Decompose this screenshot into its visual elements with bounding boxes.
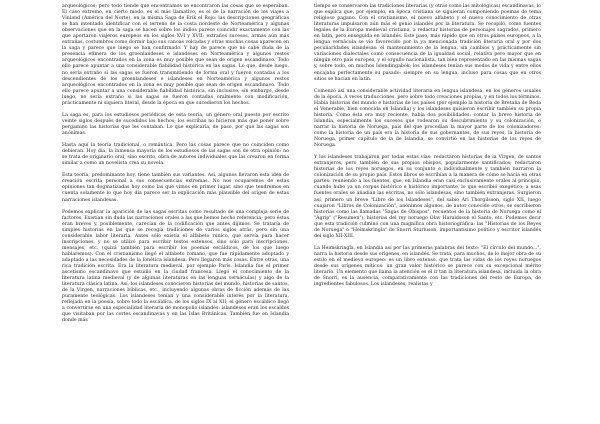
- paragraph: La saga es, para los estudiosos periódicos de esta teoría, un género oral puesto por escrito veinte siglos después de sucedidos los hechos; los escribas no hicieron más que poner sobre pergamino las historias que les contaban. Lo que explicaría, de paso, por qué las sagas son anónimas.: [62, 112, 289, 136]
- paragraph: Esta teoría, predominante hoy, tiene también sus variantes. Así, algunos llevaron esta idea de creación escrita personal a sus consecuencias extremas. No nos ocuparemos de estas opiniones tan dogmatizadas hoy como las que vimos en primer lugar, sino que tendremos en cuenta solamente lo que hoy día parece ser la explicación más plausible del origen de estas narraciones islandesas.: [62, 173, 289, 203]
- paragraph: La Heimskringla, en Islandia así por las primeras palabras del texto: "El círculo del mundo...", narra la historia desde sus orígenes, en islandés. Se trata, para muchos, de lo mejor obra de su estilo en el medievo europeo: es un libro extenso, que trata las vidas de los reyes noruegos desde sus orígenes míticos: un gran valor histórico se parece con su excepcional mérito literario. Un elemento que llama la atención es el ir tan la literatura islandesa, incluida la obra de Snorri, es la ausencia, comparativamente con las tradiciones del resto de Europa, de ingredientes fabulosos. Los islandeses, realistas y: [314, 245, 541, 288]
- paragraph: Podemos explicar la aparición de las sagas escritas como resultado de una compleja serie de factores. Existían sin duda las narraciones orales a las que hemos hecho referencia; pero éstas eran breves y, posiblemente, carecían de la codificación que antes dijimos. Se trataría de simples historias en las que se recogía tradiciones de varios siglos atrás, pero sin una considerable labor literaria. Antes sólo existía el alfabeto rúnico, que servía para hacer inscripciones, y no se utilizó para escribir textos extensos, sino sólo para inscripciones, mensajes, etc. (quizá también para escribir los poemas escáldicos, de los que luego hablaremos). Con el cristianismo llegó el alfabeto romano, que fue rápidamente adoptado y adaptado a las necesidades de la fonética islandesa. Pero llegaron más cosas. Entre otras, una rica tradición escrita. Era la literatura medieval, por ejemplo París. Islandia fue el primer ascetismo escandinavo que estudió en la ciudad francesa. Llegó el conocimiento de la literatura latina medieval (y de algunas literaturas en las lenguas vernáculas) y algo de la literatura clásica latina. Así, los islandeses conocieron historias del mundo, historias de santos, de la Virgen, narraciones bíblicas, etc., incluyendo algunas obras de ficción además de las puramente teológicas. Los islandeses tenían y una considerable interés por la literatura, reflejada en la poesía, sobre todo la escáldica, de los siglos IX al XII; el género escáldico llegó a convertirse en una especialidad literaria de monopolio islandés: islandeses eran los escaldos que visitaban por las cortes escandinavas y en las Islas Británicas. También fue en Islandia donde más: [62, 209, 289, 324]
- paragraph: tiempo se conservaron las tradiciones literarias (y otras como las mitológicas) escandinavas, lo que explica que, por ejemplo, en época cristiana se siguieran componiendo poemas de tema religioso pagano. Con el cristianismo, el nuevo alfabeto y el nuevo conocimiento de otras literaturas impulsaron aún más el genio islandés por la literatura. Se recopiló, como fuentes legales de la Europa medieval cristiana, a redactar historias de personajes sagrados, primero en latín, pero enseguida en islandés. Este paso, más rápido que en otros países europeos, a la lengua vernácula se vio favorecido por la ya mencionada tradición literaria oral y por dos peculiaridades islandesas: el mantenimiento de la lengua, sin cambios y prácticamente sin variaciones dialectales como consecuencia de la igualdad social, relativa pero mayor que en ningún otro país europeo, y el orgullo nacionalista, tan bien representado en las mismas sagas y, sobre todo, en muchos Íslendingabók; los islandeses tenían sus modos de vida y entre ellos encajaba perfectamente su pasado: siempre en su lengua, incluso para cosas que en otros sitios se hacían en latín.: [314, 4, 541, 82]
- paragraph: Y los islandeses trabajaron por todas estas vías: redactaron historias de la Virgen, de santos extranjeros, pero también de sus propios obispos, popularmente santificados; redactaron historias de los reyes noruegos, en su conjunto e individualmente y también narraron la colonización de su propio país. Estos libros se escribían a la manera de cómo se hacía en otras partes: reuniendo a los fuentes, que, en Islandia eran casi exclusivamente orales al principio, cuando hubo ya un corpus histórico e histórico importante, lo que escribió exegético; a esas fuentes orales se añadían las escritas, no sólo islandesas, sino también extranjeras. Surgieron así, primero un breve "Libro de los Islandeses", del sabio Ari Thorgilsson, siglo XII, luego cuajaron "Libros de Colonización", anónimos algunos, de autor conocido otros; se escribieron historias como las llamadas "Sagas de Obispos", recuentos de la historia de Noruega como el "Ágrip" ("Resumen"), historias del rey noruego Olav Haraldsson el Santo, etc. Podemos decir que esta tradición culminó con una magnífica obra historiográfica: las "Historias de los Reyes de Noruega" o "Heimskringla" de Snorri Sturluson, importantísimo político y escritor islandés del siglo XII-XIII.: [314, 155, 541, 239]
- text-column-right: [314, 4, 541, 294]
- paragraph: Hasta aquí la teoría tradicional, o romántica. Pero las cosas parece que no coinciden como debieran. Hoy día, la inmensa mayoría de los estudiosos de las sagas son de otra opinión: no se trata de originario oral, sino escrito, obra de autores individuales que las crearon en forma similar a como un novelista crea su novela.: [62, 143, 289, 167]
- paragraph: arqueológicos; pero todo tiende que encontramos se encontraron las cosas que se esperaban. El caso extremo, en cierto modo, es el más llamativo, es el de la narración de los viajes a Vinland (América del Norte), en la misma Saga de Erik el Rojo: las descripciones geográficas se han intentado identificar con el terreno de la costa nordeste de Norteamérica y algunas observaciones que en la saga se hacen sobre los indios parece coincidir exactamente con las que aportaron viajeros europeos en los siglos XVI y XVII: extraños sucesos, armas aún más extrañas, costumbres como dormir bajo sus canoas volcadas y otras muchas cosas aparecen en la saga y parece que luego se han confirmado. Y hay de parece que no cabe duda de la presencia efímera de los groenlandeses e islandeses en Norteamérica y algunos restos arqueológicos encontrados en la zona es muy posible que sean de origen escandinavo. Todo ello parece apuntar a una considerable fiabilidad histórica en las sagas. Lo que, desde luego, no sería extraño si las sagas se fueron transmitiendo de forma oral y fueron contadas a los descendientes de los groenlandeses e islandeses en Norteamérica y algunos restos arqueológicos encontrados en la zona es muy posible que sean de origen escandinavo. Todo ello parece apuntar a una considerable fiabilidad histórica, sin inclusive, sin embargo, desde luego, no sería extraño si las sagas se fueron contadas oralmente con modificación, prácticamente ni siquiera literal, desde la época en que sucedieron los hechos.: [62, 4, 289, 106]
- paragraph: Comenzó así una considerable actividad literaria en lengua islandesa, en los géneros usuales de la época. A veces traducciones, pero sobre todo creaciones propias, y en todos los términos. Había historias del mundo e historias de los países (por ejemplo la historia de Bretaña de Beda el Venerable, bien conocida en Islandia) y los islandeses quisieron escribir también su propia historia. Como ésta era muy reciente, había dos posibilidades: contar la breve historia de Islandia, especialmente los sucesos que rodearon su descubrimiento y su colonización, o narrar la historia de Noruega, país del que procedían la mayor parte de los colonizadores: como la historia de un país era la historia de sus gobernantes, de sus reyes, la historia de Noruega, primer capítulo de la de Islandia, se convirtió en las historias de los reyes de Noruega.: [314, 88, 541, 149]
- text-column-left: [62, 4, 289, 331]
